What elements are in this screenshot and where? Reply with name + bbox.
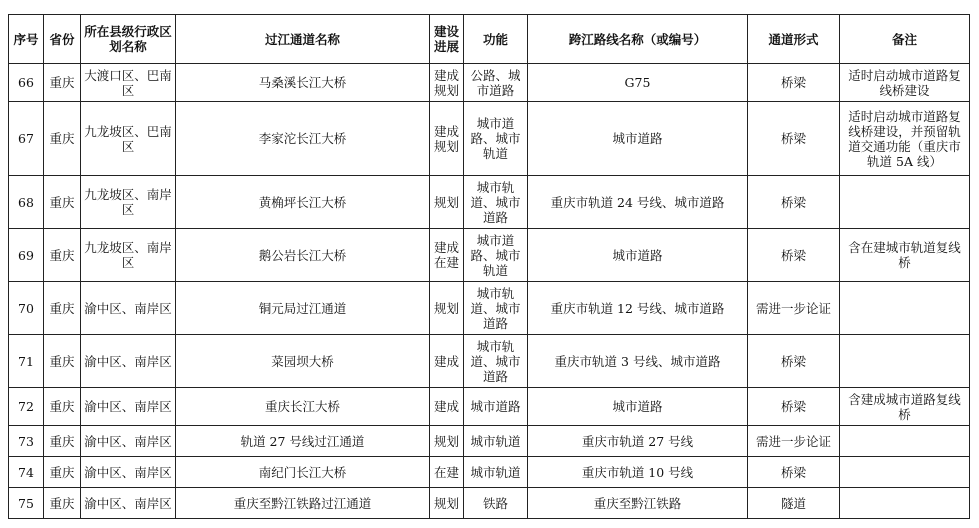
table-row xyxy=(9,229,970,282)
cell-note xyxy=(840,426,970,457)
cell-function: 城市轨道、城市道路 xyxy=(464,176,528,229)
cell-route: 重庆市轨道 24 号线、城市道路 xyxy=(528,176,748,229)
cell-no: 67 xyxy=(9,102,44,176)
cell-no: 68 xyxy=(9,176,44,229)
cell-progress: 规划 xyxy=(430,488,464,519)
cell-no: 70 xyxy=(9,282,44,335)
cell-district: 渝中区、南岸区 xyxy=(81,457,176,488)
cell-route: 城市道路 xyxy=(528,102,748,176)
cell-function: 城市轨道、城市道路 xyxy=(464,335,528,388)
table-row xyxy=(9,388,970,426)
cell-form: 桥梁 xyxy=(748,102,840,176)
crossing-table-container xyxy=(8,14,970,519)
table-row xyxy=(9,102,970,176)
cell-progress: 规划 xyxy=(430,282,464,335)
cell-province: 重庆 xyxy=(44,457,81,488)
header-row xyxy=(9,15,970,64)
river-crossing-table xyxy=(8,14,970,519)
table-row xyxy=(9,426,970,457)
cell-function: 城市轨道 xyxy=(464,426,528,457)
cell-progress: 规划 xyxy=(430,176,464,229)
cell-no: 66 xyxy=(9,64,44,102)
cell-function: 城市道路 xyxy=(464,388,528,426)
cell-route: 城市道路 xyxy=(528,229,748,282)
cell-progress: 建成规划 xyxy=(430,102,464,176)
cell-note xyxy=(840,457,970,488)
cell-form: 桥梁 xyxy=(748,64,840,102)
cell-district: 渝中区、南岸区 xyxy=(81,488,176,519)
cell-form: 需进一步论证 xyxy=(748,426,840,457)
cell-name: 重庆至黔江铁路过江通道 xyxy=(176,488,430,519)
cell-route: 重庆市轨道 12 号线、城市道路 xyxy=(528,282,748,335)
cell-province: 重庆 xyxy=(44,102,81,176)
header-progress: 建设进展 xyxy=(430,15,464,64)
cell-province: 重庆 xyxy=(44,229,81,282)
table-row xyxy=(9,457,970,488)
cell-function: 铁路 xyxy=(464,488,528,519)
cell-form: 桥梁 xyxy=(748,229,840,282)
cell-route: 城市道路 xyxy=(528,388,748,426)
cell-note: 含在建城市轨道复线桥 xyxy=(840,229,970,282)
table-row xyxy=(9,176,970,229)
cell-name: 南纪门长江大桥 xyxy=(176,457,430,488)
cell-function: 城市道路、城市轨道 xyxy=(464,102,528,176)
header-note: 备注 xyxy=(840,15,970,64)
cell-no: 71 xyxy=(9,335,44,388)
cell-note: 含建成城市道路复线桥 xyxy=(840,388,970,426)
cell-district: 渝中区、南岸区 xyxy=(81,282,176,335)
cell-no: 74 xyxy=(9,457,44,488)
cell-function: 公路、城市道路 xyxy=(464,64,528,102)
cell-note: 适时启动城市道路复线桥建设，并预留轨道交通功能（重庆市轨道 5A 线） xyxy=(840,102,970,176)
header-form: 通道形式 xyxy=(748,15,840,64)
cell-progress: 在建 xyxy=(430,457,464,488)
cell-name: 李家沱长江大桥 xyxy=(176,102,430,176)
cell-form: 需进一步论证 xyxy=(748,282,840,335)
cell-district: 渝中区、南岸区 xyxy=(81,426,176,457)
table-row xyxy=(9,64,970,102)
cell-note xyxy=(840,488,970,519)
cell-form: 桥梁 xyxy=(748,388,840,426)
cell-province: 重庆 xyxy=(44,335,81,388)
cell-province: 重庆 xyxy=(44,282,81,335)
cell-district: 九龙坡区、巴南区 xyxy=(81,102,176,176)
cell-province: 重庆 xyxy=(44,64,81,102)
cell-name: 马桑溪长江大桥 xyxy=(176,64,430,102)
cell-name: 黄桷坪长江大桥 xyxy=(176,176,430,229)
cell-district: 大渡口区、巴南区 xyxy=(81,64,176,102)
header-no: 序号 xyxy=(9,15,44,64)
cell-function: 城市轨道 xyxy=(464,457,528,488)
cell-progress: 建成规划 xyxy=(430,64,464,102)
cell-province: 重庆 xyxy=(44,388,81,426)
cell-name: 鹅公岩长江大桥 xyxy=(176,229,430,282)
cell-function: 城市道路、城市轨道 xyxy=(464,229,528,282)
table-row xyxy=(9,488,970,519)
table-row xyxy=(9,282,970,335)
cell-route: 重庆至黔江铁路 xyxy=(528,488,748,519)
cell-name: 菜园坝大桥 xyxy=(176,335,430,388)
cell-no: 72 xyxy=(9,388,44,426)
cell-form: 桥梁 xyxy=(748,457,840,488)
table-row xyxy=(9,335,970,388)
header-route: 跨江路线名称（或编号） xyxy=(528,15,748,64)
cell-province: 重庆 xyxy=(44,426,81,457)
cell-name: 轨道 27 号线过江通道 xyxy=(176,426,430,457)
cell-progress: 建成 xyxy=(430,388,464,426)
cell-district: 渝中区、南岸区 xyxy=(81,335,176,388)
cell-progress: 建成在建 xyxy=(430,229,464,282)
cell-province: 重庆 xyxy=(44,488,81,519)
cell-no: 69 xyxy=(9,229,44,282)
cell-district: 九龙坡区、南岸区 xyxy=(81,229,176,282)
cell-form: 桥梁 xyxy=(748,176,840,229)
cell-no: 73 xyxy=(9,426,44,457)
cell-route: 重庆市轨道 27 号线 xyxy=(528,426,748,457)
header-function: 功能 xyxy=(464,15,528,64)
cell-route: 重庆市轨道 3 号线、城市道路 xyxy=(528,335,748,388)
cell-function: 城市轨道、城市道路 xyxy=(464,282,528,335)
cell-name: 铜元局过江通道 xyxy=(176,282,430,335)
cell-route: 重庆市轨道 10 号线 xyxy=(528,457,748,488)
header-province: 省份 xyxy=(44,15,81,64)
cell-name: 重庆长江大桥 xyxy=(176,388,430,426)
header-district: 所在县级行政区划名称 xyxy=(81,15,176,64)
cell-form: 隧道 xyxy=(748,488,840,519)
cell-note xyxy=(840,282,970,335)
cell-route: G75 xyxy=(528,64,748,102)
cell-province: 重庆 xyxy=(44,176,81,229)
cell-note: 适时启动城市道路复线桥建设 xyxy=(840,64,970,102)
cell-note xyxy=(840,176,970,229)
cell-no: 75 xyxy=(9,488,44,519)
cell-district: 九龙坡区、南岸区 xyxy=(81,176,176,229)
cell-form: 桥梁 xyxy=(748,335,840,388)
cell-district: 渝中区、南岸区 xyxy=(81,388,176,426)
cell-note xyxy=(840,335,970,388)
cell-progress: 建成 xyxy=(430,335,464,388)
cell-progress: 规划 xyxy=(430,426,464,457)
header-name: 过江通道名称 xyxy=(176,15,430,64)
